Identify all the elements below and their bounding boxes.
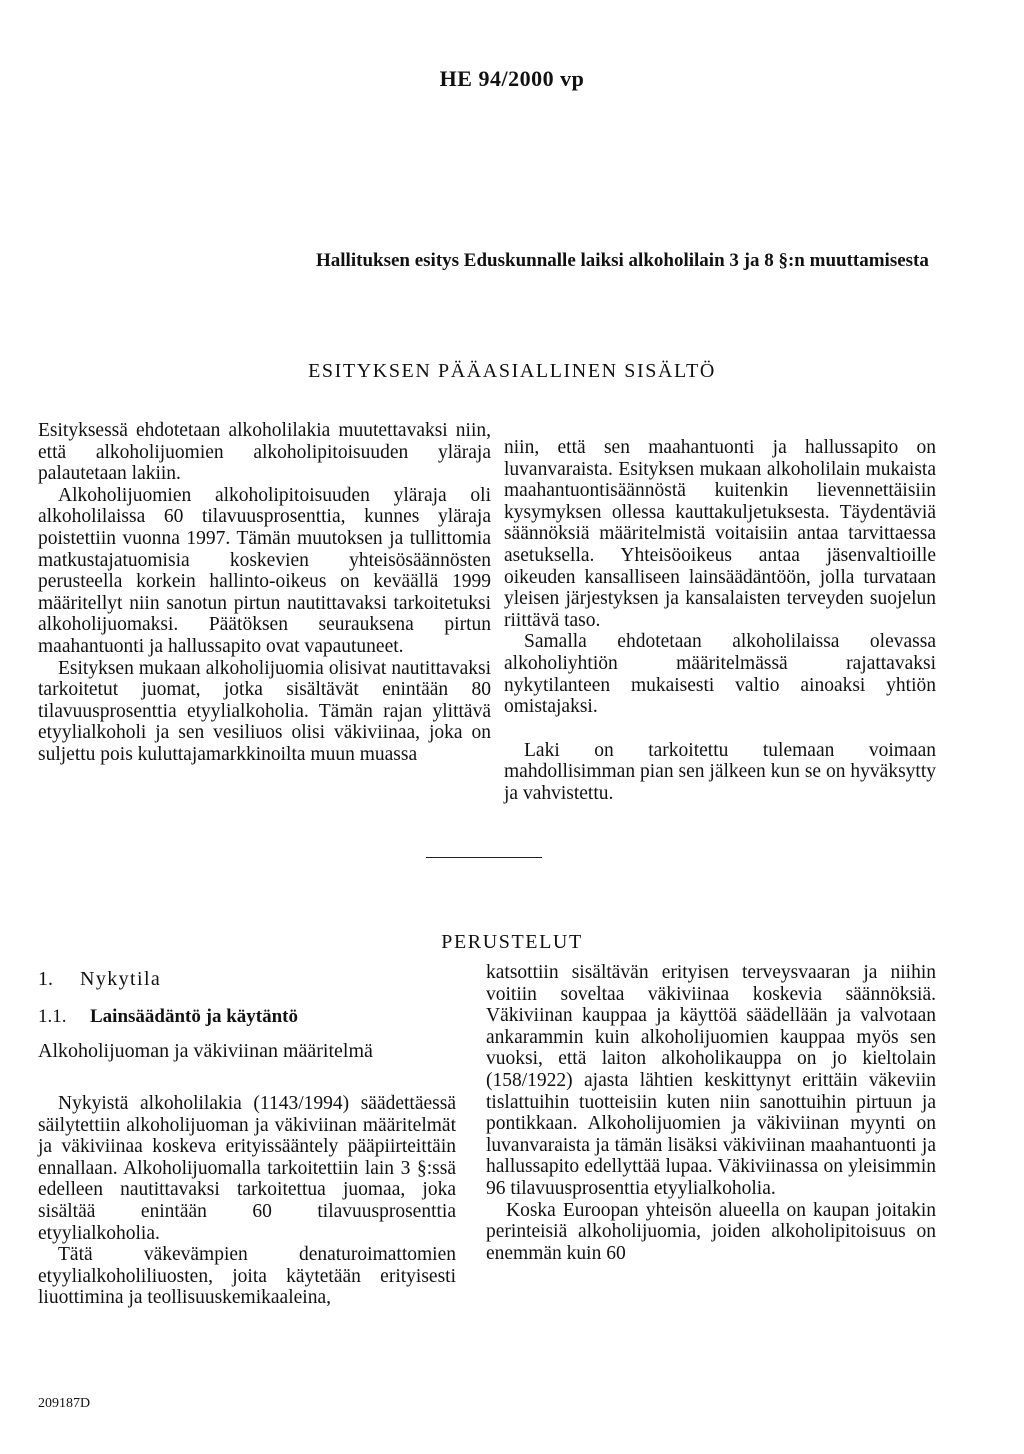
body-paragraph: katsottiin sisältävän erityisen terveysvaaran ja niihin voitiin soveltaa väkiviinaa koskevia säännöksiä. Väkiviinan kauppaa ja käyttöä säädellään ja valvotaan ankarammin kuin alkoholijuomien kauppaa myös sen vuoksi, että laiton alkoholikauppa on jo kieltolain (158/1922) ajasta lähtien keskittynyt erittäin väkeviin tislattuihin tuotteisiin kuten niin sanottuihin pirtuun ja pontikkaan. Alkoholijuomien ja väkiviinan myynti on luvanvaraista ja tämän lisäksi väkiviinan maahantuonti ja hallussapito edellyttää lupaa. Väkiviinassa on yleisimmin 96 tilavuusprosenttia etyylialkoholia. xyxy=(486,962,936,1199)
body-paragraph: Koska Euroopan yhteisön alueella on kaupan joitakin perinteisiä alkoholijuomia, joiden alkoholipitoisuus on enemmän kuin 60 xyxy=(486,1199,936,1264)
document-id-header: HE 94/2000 vp xyxy=(439,66,585,91)
document-title: Hallituksen esitys Eduskunnalle laiksi alkoholilain 3 ja 8 §:n muuttamisesta xyxy=(316,250,929,271)
summary-paragraph: niin, että sen maahantuonti ja hallussapito on luvanvaraista. Esityksen mukaan alkoholilain mukaista maahantuontisäännöstä kuitenkin lievennettäisiin kysymyksen ollessa kauttakuljetuksesta. Täydentäviä säännöksiä määritelmistä voitaisiin antaa tarvittaessa asetuksella. Yhteisöoikeus antaa jäsenvaltioille oikeuden kansalliseen lainsäädäntöön, jolla turvataan yleisen järjestyksen ja kansalaisten terveyden suojelun riittävä taso. xyxy=(504,437,936,631)
summary-heading: ESITYKSEN PÄÄASIALLINEN SISÄLTÖ xyxy=(308,360,716,382)
perustelut-right-column xyxy=(486,962,936,1264)
subsection-heading xyxy=(38,1006,298,1028)
body-paragraph: Nykyistä alkoholilakia (1143/1994) säädettäessä säilytettiin alkoholijuoman ja väkiviinan määritelmät ja väkiviinaa koskeva erityissääntely pääpiirteittäin ennallaan. Alkoholijuomalla tarkoitettiin lain 3 §:ssä edelleen nautittavaksi tarkoitettua juomaa, joka sisältää enintään 60 tilavuusprosenttia etyylialkoholia. xyxy=(38,1093,456,1244)
subsection-number: 1.1. xyxy=(38,1006,67,1027)
subsection-label: Lainsäädäntö ja käytäntö xyxy=(90,1006,298,1027)
summary-right-column xyxy=(504,437,936,805)
definition-subheading: Alkoholijuoman ja väkiviinan määritelmä xyxy=(38,1040,373,1062)
section-divider xyxy=(426,857,542,858)
body-paragraph: Tätä väkevämpien denaturoimattomien etyylialkoholiliuosten, joita käytetään erityisesti liuottimina ja teollisuuskemikaaleina, xyxy=(38,1244,456,1309)
section-label: Nykytila xyxy=(80,968,162,990)
summary-paragraph: Laki on tarkoitettu tulemaan voimaan mahdollisimman pian sen jälkeen kun se on hyväksytty ja vahvistettu. xyxy=(504,739,936,804)
summary-paragraph: Esityksen mukaan alkoholijuomia olisivat nautittavaksi tarkoitetut juomat, jotka sisältävät enintään 80 tilavuusprosenttia etyylialkoholia. Tämän rajan ylittävä etyylialkoholi ja sen vesiliuos olisi väkiviinaa, joka on suljettu pois kuluttajamarkkinoilta muun muassa xyxy=(38,657,491,765)
summary-left-column xyxy=(38,420,491,766)
summary-paragraph: Alkoholijuomien alkoholipitoisuuden yläraja oli alkoholilaissa 60 tilavuusprosenttia, kunnes yläraja poistettiin vuonna 1997. Tämän muutoksen ja tullittomia matkustajatuomisia koskevien yhteisösäännösten perusteella korkein hallinto-oikeus on keväällä 1999 määritellyt niin sanotun pirtun nautittavaksi tarkoitetuksi alkoholijuomaksi. Päätöksen seurauksena pirtun maahantuonti ja hallussapito ovat vapautuneet. xyxy=(38,484,491,657)
section-number: 1. xyxy=(38,968,53,990)
perustelut-heading: PERUSTELUT xyxy=(441,931,583,953)
summary-paragraph: Esityksessä ehdotetaan alkoholilakia muutettavaksi niin, että alkoholijuomien alkoholipitoisuuden yläraja palautetaan lakiin. xyxy=(38,420,491,485)
print-code-footer: 209187D xyxy=(38,1396,91,1411)
perustelut-left-column xyxy=(38,1093,456,1309)
summary-paragraph: Samalla ehdotetaan alkoholilaissa olevassa alkoholiyhtiön määritelmässä rajattavaksi nykytilanteen mukaisesti valtio ainoaksi yhtiön omistajaksi. xyxy=(504,631,936,718)
section-heading-nykytila xyxy=(38,968,161,991)
